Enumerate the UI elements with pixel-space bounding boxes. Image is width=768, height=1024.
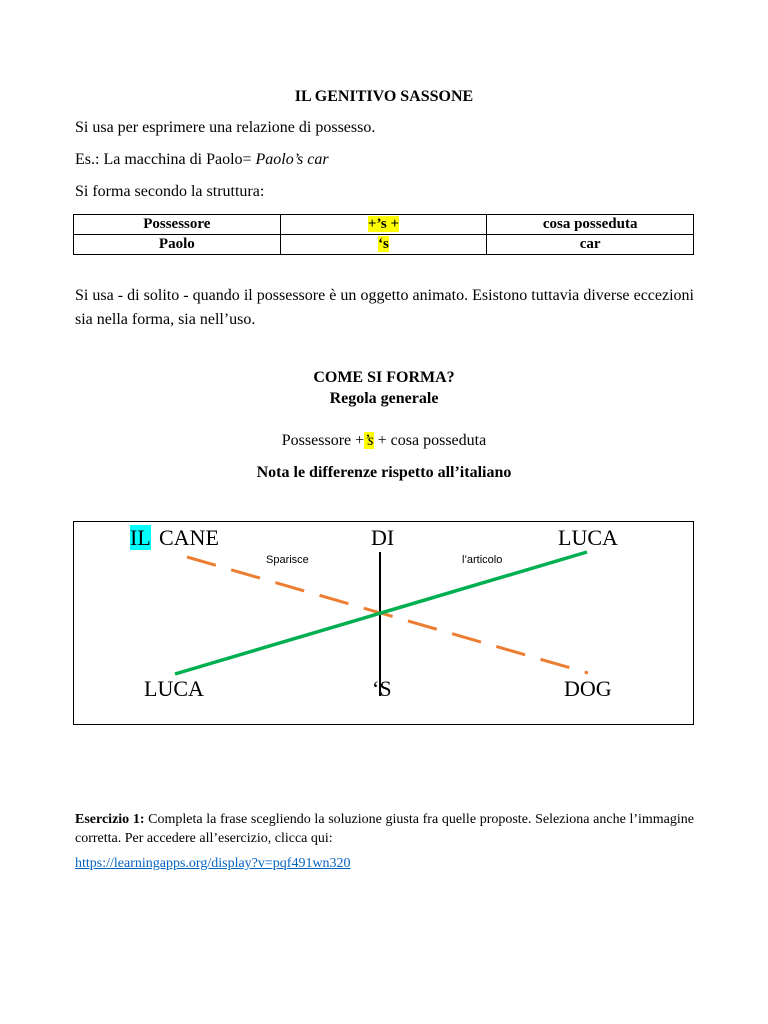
document-title: IL GENITIVO SASSONE [294, 88, 474, 105]
word-dog: DOG [564, 676, 612, 701]
highlighted-suffix: ‘s [378, 236, 389, 252]
structure-table [73, 214, 694, 255]
table-row [74, 215, 694, 235]
word-s: ‘S [372, 676, 392, 701]
rule-suffix: + cosa posseduta [377, 432, 487, 449]
section-subtitle: Regola generale [329, 390, 439, 407]
table-cell: Possessore [74, 215, 281, 235]
word-cane: CANE [159, 525, 219, 550]
highlighted-suffix: +’s + [367, 216, 400, 232]
exercise-text: Completa la frase scegliendo la soluzione giusta fra quelle proposte. Seleziona anche l’immagine corretta. Per accedere all’esercizio, clicca qui: [75, 812, 694, 846]
exercise-link[interactable]: https://learningapps.org/display?v=pqf491wn320 [75, 856, 351, 871]
table-cell: Paolo [74, 235, 281, 255]
note-line: Nota le differenze rispetto all’italiano [256, 464, 512, 481]
dashed-arrow-line [187, 557, 588, 673]
rule-prefix: Possessore + [281, 432, 365, 449]
table-row [74, 235, 694, 255]
word-il: IL [130, 525, 151, 550]
exercise-label: Esercizio 1: [75, 812, 145, 827]
word-luca-bottom: LUCA [144, 676, 204, 701]
section-title: COME SI FORMA? [313, 369, 455, 386]
table-cell [280, 215, 487, 235]
example-prefix: Es.: La macchina di Paolo= [75, 151, 252, 168]
rule-line [0, 432, 768, 450]
note-articolo: l’articolo [462, 554, 503, 566]
intro-line-1: Si usa per esprimere una relazione di possesso. [75, 119, 376, 136]
example-italic: Paolo’s car [255, 151, 329, 168]
note-sparisce: Sparisce [266, 554, 309, 566]
usage-paragraph: Si usa - di solito - quando il possessore è un oggetto animato. Esistono tuttavia diverse eccezioni sia nella forma, sia nell’uso. [75, 287, 694, 328]
comparison-diagram [73, 521, 694, 725]
intro-line-3: Si forma secondo la struttura: [75, 183, 265, 200]
exercise-paragraph [75, 810, 694, 848]
table-cell: car [487, 235, 694, 255]
word-di: DI [371, 525, 395, 550]
table-cell: cosa posseduta [487, 215, 694, 235]
word-luca-top: LUCA [558, 525, 618, 550]
intro-line-2 [75, 151, 329, 169]
table-cell [280, 235, 487, 255]
rule-highlight: ’s [364, 432, 374, 449]
